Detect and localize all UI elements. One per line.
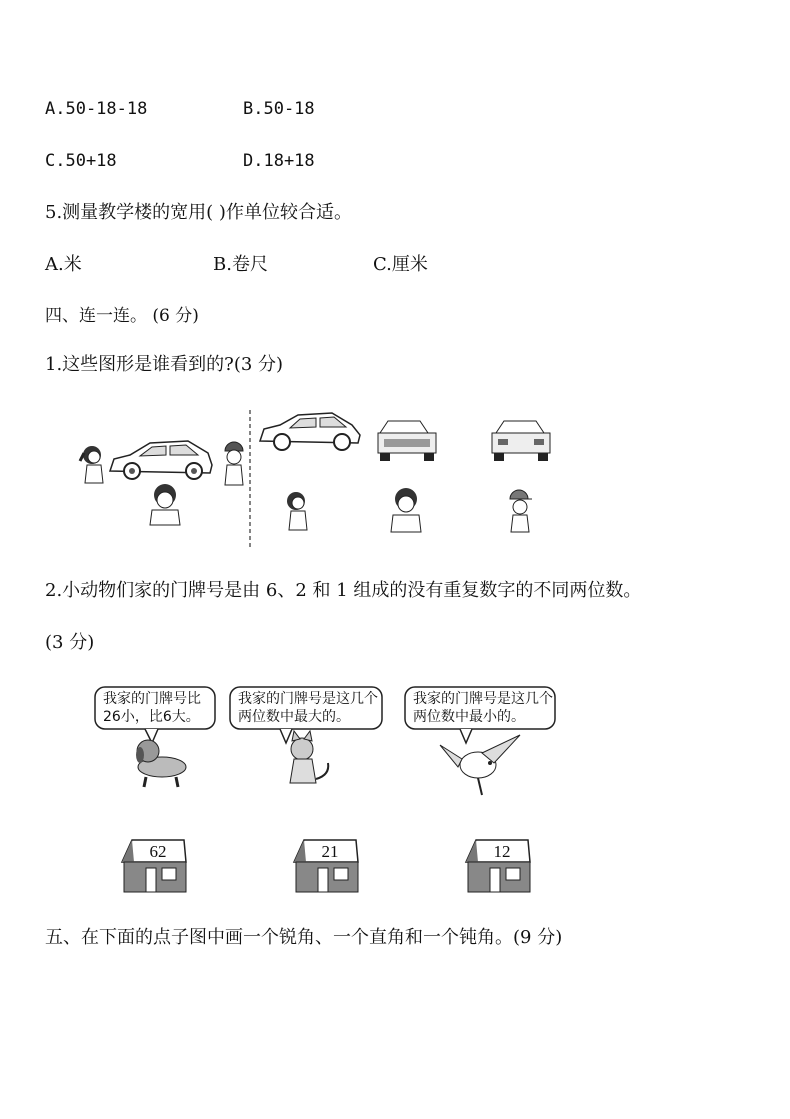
cap-boy-observer-icon: [510, 490, 532, 532]
option-c: C.50+18: [45, 151, 117, 171]
bubble-text-1: 我家的门牌号比26小，比6大。: [103, 691, 201, 725]
option-d: D.18+18: [243, 151, 315, 171]
bird-icon: [440, 735, 520, 795]
car-side-icon: [110, 441, 212, 479]
q5-option-b: B.卷尺: [213, 254, 268, 275]
option-a: A.50-18-18: [45, 99, 148, 119]
s4-q2-line2: (3 分): [45, 632, 95, 653]
house-number-3: 12: [493, 842, 511, 861]
cat-icon: [290, 731, 328, 783]
section-4-title: 四、连一连。 (6 分): [45, 306, 199, 326]
girl-icon: [80, 446, 103, 483]
house-number-1: 62: [149, 842, 167, 861]
bubble-text-3: 我家的门牌号是这几个两位数中最小的。: [413, 691, 553, 725]
boy-observer-icon: [391, 488, 421, 532]
car-views-figure: [70, 405, 570, 550]
boy-with-cap-icon: [225, 442, 243, 485]
q5-option-a: A.米: [45, 254, 82, 275]
dog-icon: [136, 740, 186, 787]
car-side-view-icon: [260, 413, 360, 450]
boy-front-icon: [150, 484, 180, 525]
option-b: B.50-18: [243, 99, 315, 119]
car-back-view-icon: [492, 421, 550, 461]
bubble-text-2: 我家的门牌号是这几个两位数中最大的。: [238, 691, 378, 725]
s4-q1: 1.这些图形是谁看到的?(3 分): [45, 354, 284, 375]
car-front-view-icon: [378, 421, 436, 461]
q5-stem: 5.测量教学楼的宽用( )作单位较合适。: [45, 202, 352, 223]
s4-q2-line1: 2.小动物们家的门牌号是由 6、2 和 1 组成的没有重复数字的不同两位数。: [45, 580, 642, 601]
q5-option-c: C.厘米: [373, 254, 428, 275]
section-5-title: 五、在下面的点子图中画一个锐角、一个直角和一个钝角。(9 分): [45, 927, 563, 948]
house-number-2: 21: [321, 842, 339, 861]
girl-observer-icon: [287, 492, 307, 530]
